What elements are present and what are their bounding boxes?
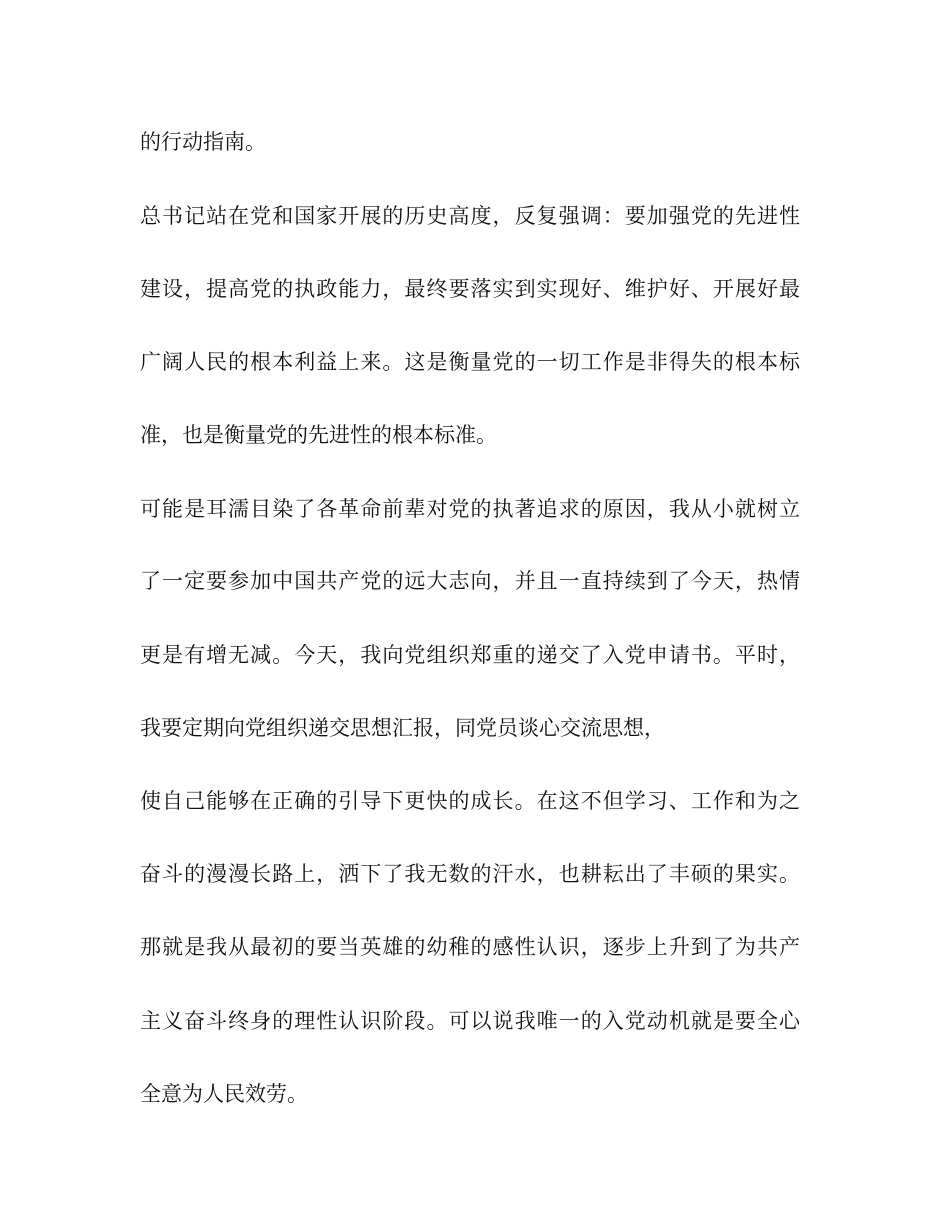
text-line-2: 总书记站在党和国家开展的历史高度，反复强调：要加强党的先进性 bbox=[140, 204, 800, 228]
text-line-12: 那就是我从最初的要当英雄的幼稚的感性认识，逐步上升到了为共产 bbox=[140, 935, 800, 959]
text-line-13: 主义奋斗终身的理性认识阶段。可以说我唯一的入党动机就是要全心 bbox=[140, 1009, 800, 1033]
text-line-3: 建设，提高党的执政能力，最终要落实到实现好、维护好、开展好最 bbox=[140, 277, 800, 301]
text-line-9: 我要定期向党组织递交思想汇报，同党员谈心交流思想， bbox=[140, 716, 665, 740]
text-line-10: 使自己能够在正确的引导下更快的成长。在这不但学习、工作和为之 bbox=[140, 789, 800, 813]
text-line-7: 了一定要参加中国共产党的远大志向，并且一直持续到了今天，热情 bbox=[140, 569, 800, 593]
text-line-8: 更是有增无减。今天，我向党组织郑重的递交了入党申请书。平时， bbox=[140, 643, 800, 667]
text-line-4: 广阔人民的根本利益上来。这是衡量党的一切工作是非得失的根本标 bbox=[140, 350, 800, 374]
text-line-5: 准，也是衡量党的先进性的根本标准。 bbox=[140, 423, 497, 447]
text-line-11: 奋斗的漫漫长路上，洒下了我无数的汗水，也耕耘出了丰硕的果实。 bbox=[140, 862, 800, 886]
text-line-1: 的行动指南。 bbox=[140, 130, 266, 154]
text-line-14: 全意为人民效劳。 bbox=[140, 1082, 308, 1106]
text-line-6: 可能是耳濡目染了各革命前辈对党的执著追求的原因，我从小就树立 bbox=[140, 497, 800, 521]
